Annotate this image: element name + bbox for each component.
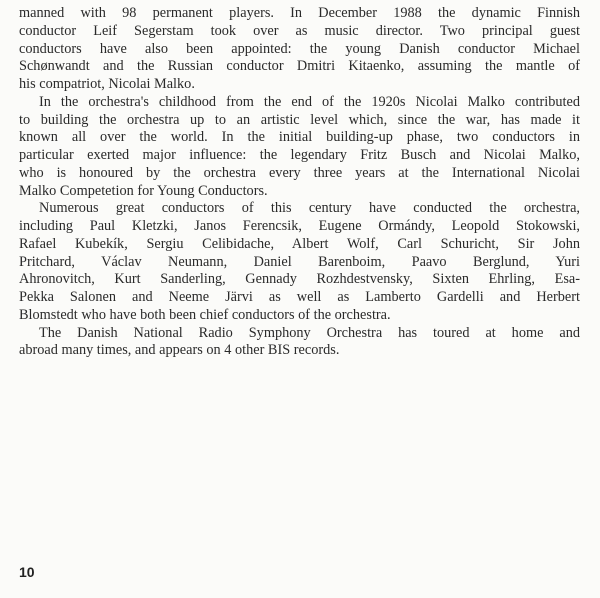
text-line: known all over the world. In the initial building-up phase, two conductors in xyxy=(19,129,580,146)
text-line: conductor Leif Segerstam took over as music director. Two principal guest xyxy=(19,22,580,39)
text-line: manned with 98 permanent players. In December 1988 the dynamic Finnish xyxy=(19,5,580,21)
text-line: Numerous great conductors of this century have conducted the orchestra, xyxy=(39,200,580,217)
text-line: In the orchestra's childhood from the end of the 1920s Nicolai Malko contributed xyxy=(39,93,580,110)
text-line: Pekka Salonen and Neeme Järvi as well as Lamberto Gardelli and Herbert xyxy=(19,289,580,305)
text-line: abroad many times, and appears on 4 other BIS records. xyxy=(19,342,340,359)
paragraph-orchestra-history xyxy=(19,94,580,201)
text-line: conductors have also been appointed: the young Danish conductor Michael xyxy=(19,40,580,57)
text-line: Pritchard, Václav Neumann, Daniel Barenboim, Paavo Berglund, Yuri xyxy=(19,253,580,270)
text-line: Ahronovitch, Kurt Sanderling, Gennady Rozhdestvensky, Sixten Ehrling, Esa- xyxy=(19,271,580,288)
text-line: particular exerted major influence: the legendary Fritz Busch and Nicolai Malko, xyxy=(19,147,580,163)
text-line: Schønwandt and the Russian conductor Dmitri Kitaenko, assuming the mantle of xyxy=(19,58,580,75)
text-line: who is honoured by the orchestra every three years at the International Nicolai xyxy=(19,164,580,181)
paragraph-tours xyxy=(19,325,580,361)
text-line: including Paul Kletzki, Janos Ferencsik, Eugene Ormándy, Leopold Stokowski, xyxy=(19,218,580,234)
text-line: Malko Competetion for Young Conductors. xyxy=(19,182,268,199)
text-line: Rafael Kubekík, Sergiu Celibidache, Albert Wolf, Carl Schuricht, Sir John xyxy=(19,235,580,252)
text-line: to building the orchestra up to an artistic level which, since the war, has made it xyxy=(19,111,580,128)
text-line: his compatriot, Nicolai Malko. xyxy=(19,76,195,92)
text-line: Blomstedt who have both been chief conductors of the orchestra. xyxy=(19,306,391,323)
text-line: The Danish National Radio Symphony Orchestra has toured at home and xyxy=(39,324,580,341)
page-number: 10 xyxy=(19,564,35,580)
paragraph-orchestra-conductors xyxy=(19,5,580,94)
body-text xyxy=(19,5,580,360)
paragraph-guest-conductors xyxy=(19,200,580,324)
